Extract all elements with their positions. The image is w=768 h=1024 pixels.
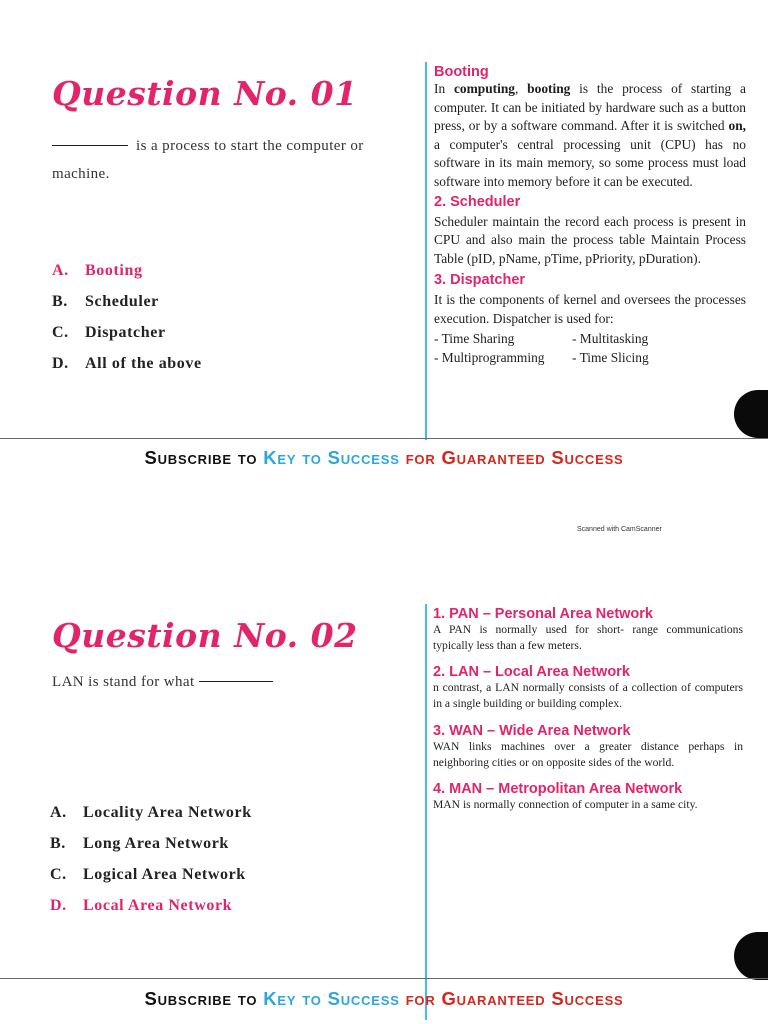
question-1-title: Question No. 01 <box>52 74 358 113</box>
scheduler-description: Scheduler maintain the record each process is present in CPU and also main the process table Maintain Process Table (pID, pName, pTime, pPriority, pDuration). <box>434 213 746 266</box>
column-divider <box>425 62 427 440</box>
question-2-explanations <box>433 606 743 814</box>
dispatcher-uses-list <box>434 329 746 368</box>
question-2-options <box>50 804 252 928</box>
option-a[interactable]: A. Booting <box>52 262 143 279</box>
list-item: - Time Sharing - Multitasking <box>434 330 649 346</box>
page-edge-mark <box>734 932 768 980</box>
divider-line <box>0 438 768 439</box>
dispatcher-heading: 3. Dispatcher <box>434 272 526 289</box>
pan-description: A PAN is normally used for short- range communications typically less than a few meters. <box>433 623 743 653</box>
option-c[interactable]: C. Logical Area Network <box>50 866 246 883</box>
question-panel-2 <box>0 540 768 1024</box>
pan-heading: 1. PAN – Personal Area Network <box>433 606 653 622</box>
dispatcher-description: It is the components of kernel and oversees the processes execution. Dispatcher is used for: <box>434 292 746 326</box>
question-1-options <box>52 262 202 386</box>
question-2-title: Question No. 02 <box>52 616 358 655</box>
column-divider <box>425 604 427 1020</box>
subscribe-banner: Subscribe to Key to Success for Guaranteed Success <box>144 447 624 468</box>
lan-description: n contrast, a LAN normally consists of a collection of computers in a single building or building complex. <box>433 680 743 711</box>
scheduler-heading: 2. Scheduler <box>434 193 521 210</box>
booting-description: In computing, booting is the process of starting a computer. It can be initiated by hardware such as a button press, or by a software command. After it is switched on, a computer's central processing unit (CPU) has no software in its main memory, so some process must load software into memory before it can be executed. <box>434 81 746 189</box>
answer-blank <box>52 145 128 146</box>
option-a[interactable]: A. Locality Area Network <box>50 804 252 821</box>
option-b[interactable]: B. Scheduler <box>52 293 159 310</box>
option-d[interactable]: D. All of the above <box>52 355 202 372</box>
scan-watermark: Scanned with CamScanner <box>577 526 662 533</box>
list-item: - Multiprogramming - Time Slicing <box>434 350 649 366</box>
man-heading: 4. MAN – Metropolitan Area Network <box>433 781 683 798</box>
lan-heading: 2. LAN – Local Area Network <box>433 663 630 680</box>
option-c[interactable]: C. Dispatcher <box>52 324 166 341</box>
divider-line <box>0 978 768 979</box>
wan-heading: 3. WAN – Wide Area Network <box>433 722 631 739</box>
man-description: MAN is normally connection of computer in a same city. <box>433 798 698 812</box>
question-2-text: LAN is stand for what <box>52 668 416 696</box>
answer-blank <box>199 681 273 682</box>
option-b[interactable]: B. Long Area Network <box>50 835 229 852</box>
question-1-explanations <box>434 64 746 368</box>
question-1-text: is a process to start the computer or machine. <box>52 138 364 182</box>
page-edge-mark <box>734 390 768 438</box>
option-d[interactable]: D. Local Area Network <box>50 897 233 914</box>
booting-heading: Booting <box>434 64 489 80</box>
wan-description: WAN links machines over a greater distance perhaps in neighboring cities or on opposite sides of the world. <box>433 739 743 770</box>
subscribe-banner: Subscribe to Key to Success for Guaranteed Success <box>144 988 624 1009</box>
